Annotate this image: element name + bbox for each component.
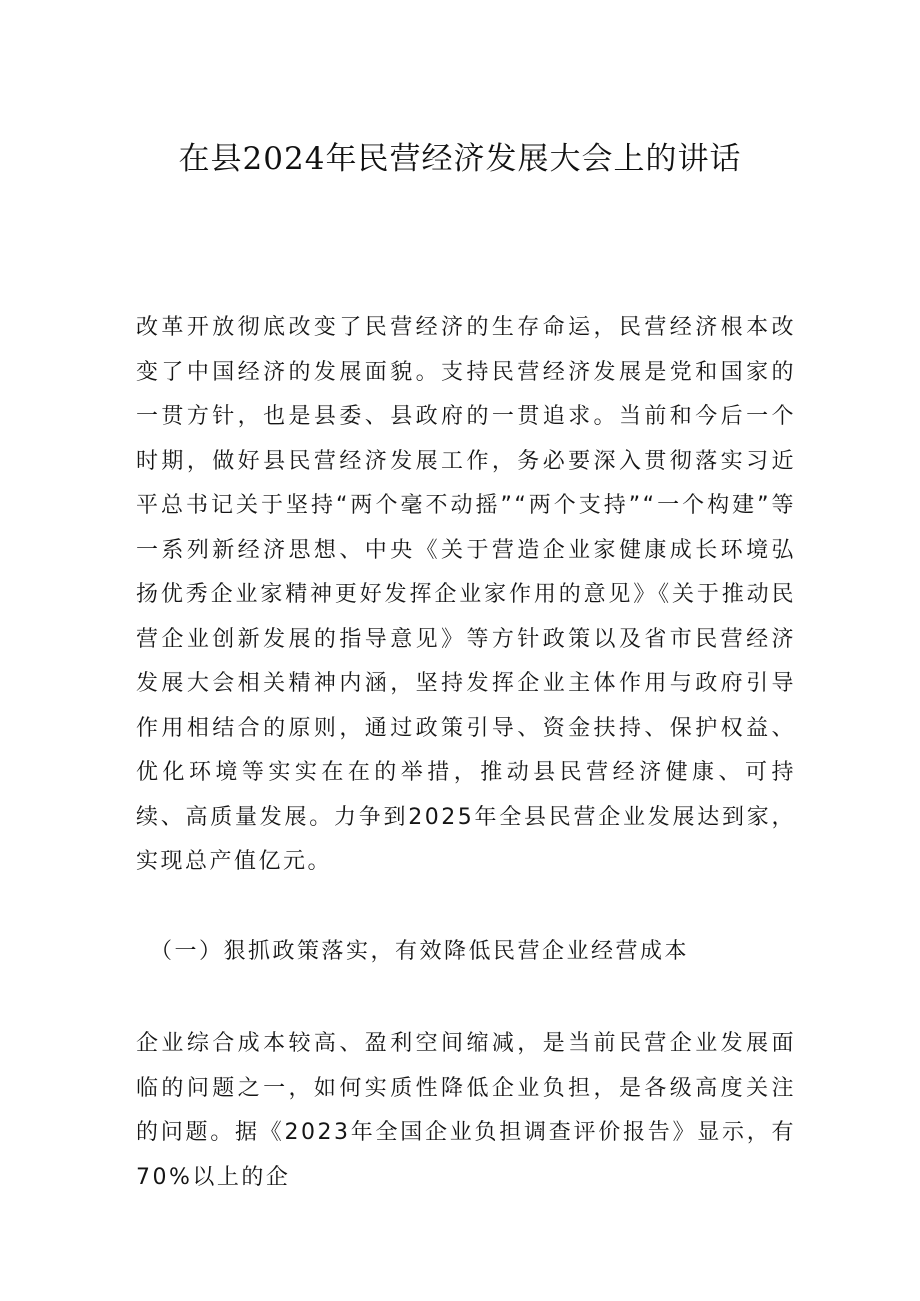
section-heading: （一）狠抓政策落实，有效降低民营企业经营成本	[150, 939, 690, 964]
body-paragraph-1: 改革开放彻底改变了民营经济的生存命运，民营经济根本改变了中国经济的发展面貌。支持民营经济发展是党和国家的一贯方针，也是县委、县政府的一贯追求。当前和今后一个时期，做好县民营经济发展工作，务必要深入贯彻落实习近平总书记关于坚持“两个毫不动摇”“两个支持”“一个构建”等一系列新经济思想、中央《关于营造企业家健康成长环境弘扬优秀企业家精神更好发挥企业家作用的意见》《关于推动民营企业创新发展的指导意见》等方针政策以及省市民营经济发展大会相关精神内涵，坚持发挥企业主体作用与政府引导作用相结合的原则，通过政策引导、资金扶持、保护权益、优化环境等实实在在的举措，推动县民营经济健康、可持续、高质量发展。力争到2025年全县民营企业发展达到家，实现总产值亿元。	[136, 315, 796, 874]
document-title: 在县2024年民营经济发展大会上的讲话	[178, 141, 742, 177]
body-paragraph-2: 企业综合成本较高、盈利空间缩减，是当前民营企业发展面临的问题之一，如何实质性降低企业负担，是各级高度关注的问题。据《2023年全国企业负担调查评价报告》显示，有70%以上的企	[136, 1031, 796, 1190]
